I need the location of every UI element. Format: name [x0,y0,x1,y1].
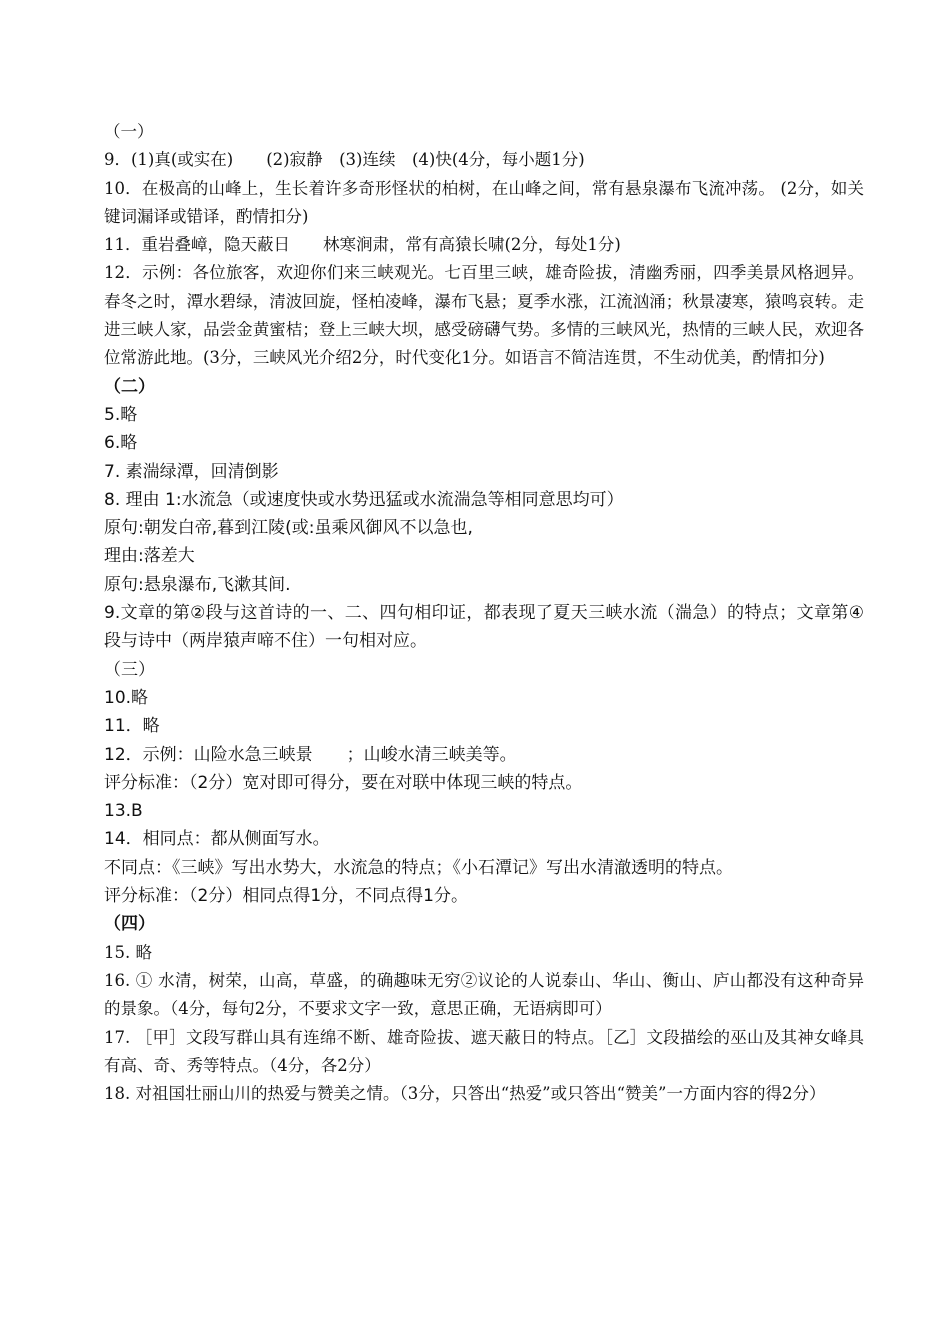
answer-3-14-different: 不同点：《三峡》写出水势大，水流急的特点；《小石潭记》写出水清澈透明的特点。 [104,857,733,878]
answer-4-16: 16. ① 水清，树荣，山高，草盛，的确趣味无穷②议论的人说泰山、华山、衡山、庐山都没有这种奇异的景象。（4分，每句2分，不要求文字一致，意思正确，无语病即可） [104,970,864,1019]
answer-2-8-reason-1: 8. 理由 1:水流急（或速度快或水势迅猛或水流湍急等相同意思均可） [104,489,624,510]
answer-2-8-quote-1: 原句:朝发白帝,暮到江陵(或:虽乘风御风不以急也, [104,518,473,539]
answer-4-15: 15. 略 [104,942,152,962]
answer-2-5: 5.略 [104,404,138,425]
answer-3-14-same: 14．相同点：都从侧面写水。 [104,829,330,850]
answer-4-18: 18. 对祖国壮丽山川的热爱与赞美之情。（3分，只答出“热爱”或只答出“赞美”一方面内容的得2分） [104,1084,826,1104]
answer-1-9: 9．(1)真(或实在) (2)寂静 (3)连续 (4)快(4分，每小题1分) [104,150,585,170]
answer-3-10: 10.略 [104,687,149,708]
answer-2-6: 6.略 [104,433,138,454]
answer-3-12-scoring: 评分标准：（2分）宽对即可得分，要在对联中体现三峡的特点。 [104,772,583,793]
section-1-heading: （一） [104,122,154,141]
answer-3-12: 12．示例：山险水急三峡景 ；山峻水清三峡美等。 [104,744,517,765]
answer-2-8-quote-2: 原句:悬泉瀑布,飞漱其间. [104,574,291,595]
answer-key-page [104,118,864,1108]
answer-2-9: 9.文章的第②段与这首诗的一、二、四句相印证，都表现了夏天三峡水流（湍急）的特点；文章第④段与诗中（两岸猿声啼不住）一句相对应。 [104,603,864,652]
answer-1-10: 10．在极高的山峰上，生长着许多奇形怪状的柏树，在山峰之间，常有悬泉瀑布飞流冲荡。 (2分，如关键词漏译或错译，酌情扣分) [104,178,864,226]
section-2-heading: （二） [104,376,155,397]
answer-3-11: 11．略 [104,716,160,737]
answer-2-8-reason-2: 理由:落差大 [104,546,195,567]
section-4-heading: （四） [104,914,155,935]
section-3-heading: （三） [104,659,155,680]
answer-4-17: 17. ［甲］文段写群山具有连绵不断、雄奇险拔、遮天蔽日的特点。［乙］文段描绘的巫山及其神女峰具有高、奇、秀等特点。（4分，各2分） [104,1027,864,1075]
answer-2-7: 7. 素湍绿潭，回清倒影 [104,461,279,482]
answer-1-12: 12．示例：各位旅客，欢迎你们来三峡观光。七百里三峡，雄奇险拔，清幽秀丽，四季美景风格迥异。春冬之时，潭水碧绿，清波回旋，怪柏凌峰，瀑布飞悬；夏季水涨，江流汹涌；秋景凄寒，猿鸣哀转。走进三峡人家，品尝金黄蜜桔；登上三峡大坝，感受磅礴气势。多情的三峡风光，热情的三峡人民，欢迎各位常游此地。(3分，三峡风光介绍2分，时代变化1分。如语言不简洁连贯，不生动优美，酌情扣分) [104,263,864,368]
answer-3-13: 13.B [104,801,143,822]
answer-1-11: 11．重岩叠嶂，隐天蔽日 林寒涧肃，常有高猿长啸(2分，每处1分) [104,235,621,255]
answer-3-14-scoring: 评分标准：（2分）相同点得1分，不同点得1分。 [104,886,468,907]
